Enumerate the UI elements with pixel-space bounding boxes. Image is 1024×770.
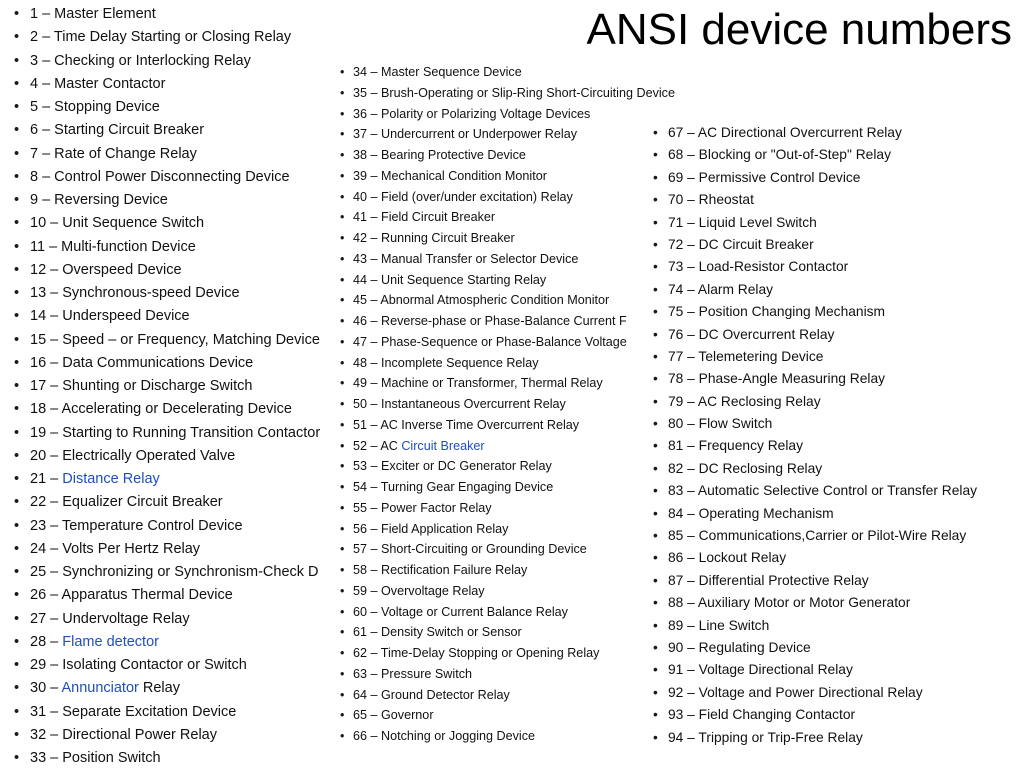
device-list-item bbox=[340, 622, 646, 643]
device-list-item-text: 16 – Data Communications Device bbox=[30, 354, 254, 371]
bullet-icon: • bbox=[14, 99, 20, 115]
device-list-column-3 bbox=[653, 122, 1018, 749]
device-list-item bbox=[14, 50, 334, 73]
device-list-item-text: 23 – Temperature Control Device bbox=[30, 517, 243, 534]
device-list-item-text: 54 – Turning Gear Engaging Device bbox=[353, 480, 554, 494]
device-list-item-text: 78 – Phase-Angle Measuring Relay bbox=[668, 371, 886, 387]
device-list-item bbox=[14, 491, 334, 514]
bullet-icon: • bbox=[340, 127, 345, 142]
device-list-item-text: 39 – Mechanical Condition Monitor bbox=[353, 168, 547, 183]
device-list-item-text: 62 – Time-Delay Stopping or Opening Relay bbox=[353, 646, 600, 660]
device-link[interactable]: Flame detector bbox=[62, 633, 159, 650]
device-list-item bbox=[14, 352, 334, 375]
device-list-item bbox=[340, 104, 646, 125]
device-list-item bbox=[14, 189, 334, 212]
device-list-item bbox=[653, 503, 1018, 525]
device-list-item-text: 88 – Auxiliary Motor or Motor Generator bbox=[668, 595, 911, 611]
bullet-icon: • bbox=[340, 438, 345, 453]
bullet-icon: • bbox=[14, 331, 20, 348]
device-number-prefix: 28 – bbox=[30, 633, 63, 650]
device-list-item-text: 69 – Permissive Control Device bbox=[668, 169, 861, 185]
device-list-item bbox=[653, 391, 1018, 413]
device-list-item-text: 84 – Operating Mechanism bbox=[668, 505, 834, 521]
bullet-icon: • bbox=[14, 261, 20, 278]
device-list-item bbox=[14, 119, 334, 142]
device-list-item-text: 90 – Regulating Device bbox=[668, 639, 811, 655]
device-list-item bbox=[340, 477, 646, 498]
device-list-item bbox=[653, 480, 1018, 502]
device-list-item bbox=[653, 704, 1018, 726]
device-list-item-text: 12 – Overspeed Device bbox=[30, 261, 182, 278]
device-list-item-text: 80 – Flow Switch bbox=[668, 416, 773, 432]
device-list-item bbox=[14, 282, 334, 305]
device-list-item bbox=[14, 73, 334, 96]
device-list-item bbox=[340, 353, 646, 374]
device-list-item-text: 56 – Field Application Relay bbox=[353, 521, 509, 536]
device-list-item bbox=[653, 346, 1018, 368]
device-list-item-text bbox=[353, 436, 485, 457]
device-list-item bbox=[14, 747, 334, 770]
device-list-item-text: 1 – Master Element bbox=[30, 6, 156, 22]
bullet-icon: • bbox=[14, 517, 20, 534]
bullet-icon: • bbox=[14, 215, 20, 232]
bullet-icon: • bbox=[340, 666, 345, 681]
device-list-item-text: 15 – Speed – or Frequency, Matching Device bbox=[30, 331, 320, 348]
bullet-icon: • bbox=[653, 505, 658, 521]
bullet-icon: • bbox=[14, 540, 20, 557]
device-list-item bbox=[340, 394, 646, 415]
device-list-item bbox=[14, 422, 334, 445]
device-list-item-text: 4 – Master Contactor bbox=[30, 75, 166, 92]
bullet-icon: • bbox=[340, 583, 345, 598]
device-list-item-text: 34 – Master Sequence Device bbox=[353, 65, 522, 79]
device-list-item-text: 92 – Voltage and Power Directional Relay bbox=[668, 684, 923, 700]
device-list-item bbox=[340, 685, 646, 706]
device-list-item-text: 27 – Undervoltage Relay bbox=[30, 610, 190, 627]
device-list-item-text: 14 – Underspeed Device bbox=[30, 308, 190, 325]
bullet-icon: • bbox=[14, 6, 20, 22]
device-list-item bbox=[653, 615, 1018, 637]
device-list-item bbox=[653, 301, 1018, 323]
bullet-icon: • bbox=[14, 285, 20, 301]
device-list-item-text: 71 – Liquid Level Switch bbox=[668, 214, 817, 230]
bullet-icon: • bbox=[14, 447, 20, 464]
bullet-icon: • bbox=[653, 393, 658, 409]
bullet-icon: • bbox=[340, 231, 345, 245]
device-list-item bbox=[653, 368, 1018, 390]
device-number-prefix: 52 – AC bbox=[353, 438, 402, 453]
device-list-item bbox=[340, 519, 646, 540]
bullet-icon: • bbox=[653, 147, 658, 163]
page-title: ANSI device numbers bbox=[586, 5, 1012, 54]
device-list-item bbox=[340, 311, 646, 332]
bullet-icon: • bbox=[340, 708, 345, 723]
device-list-column-2 bbox=[340, 62, 675, 747]
device-list-item bbox=[340, 270, 646, 291]
bullet-icon: • bbox=[653, 214, 658, 230]
bullet-icon: • bbox=[653, 572, 658, 588]
device-list-item-text: 13 – Synchronous-speed Device bbox=[30, 285, 240, 301]
device-list-item-text: 73 – Load-Resistor Contactor bbox=[668, 259, 849, 275]
device-list-item-text: 5 – Stopping Device bbox=[30, 99, 160, 115]
bullet-icon: • bbox=[653, 483, 658, 499]
bullet-icon: • bbox=[340, 687, 345, 702]
device-list-item-text: 6 – Starting Circuit Breaker bbox=[30, 122, 205, 139]
device-list-item bbox=[14, 515, 334, 538]
device-list-item-text: 42 – Running Circuit Breaker bbox=[353, 231, 515, 245]
bullet-icon: • bbox=[14, 610, 20, 627]
device-list-item-text: 93 – Field Changing Contactor bbox=[668, 707, 856, 723]
device-list-item bbox=[340, 373, 646, 394]
bullet-icon: • bbox=[653, 348, 658, 364]
bullet-icon: • bbox=[653, 595, 658, 611]
device-list-item-text: 51 – AC Inverse Time Overcurrent Relay bbox=[353, 417, 580, 432]
device-list-item-text: 32 – Directional Power Relay bbox=[30, 726, 217, 743]
device-list-item bbox=[340, 207, 646, 228]
bullet-icon: • bbox=[14, 633, 20, 650]
bullet-icon: • bbox=[14, 703, 20, 720]
bullet-icon: • bbox=[653, 416, 658, 432]
device-list-item bbox=[340, 498, 646, 519]
bullet-icon: • bbox=[340, 480, 345, 494]
device-list-column-1 bbox=[14, 3, 334, 770]
device-list-item-text: 43 – Manual Transfer or Selector Device bbox=[353, 251, 579, 266]
device-list-item-text: 25 – Synchronizing or Synchronism-Check D bbox=[30, 564, 319, 580]
device-list-item bbox=[340, 62, 646, 83]
device-list-item bbox=[340, 228, 646, 249]
device-list-item-text: 70 – Rheostat bbox=[668, 192, 754, 208]
bullet-icon: • bbox=[14, 192, 20, 208]
device-list-item bbox=[14, 398, 334, 421]
device-list-item bbox=[653, 659, 1018, 681]
device-list-item bbox=[14, 654, 334, 677]
device-list-item-text: 37 – Undercurrent or Underpower Relay bbox=[353, 127, 578, 142]
device-list-item-text: 68 – Blocking or "Out-of-Step" Relay bbox=[668, 147, 891, 163]
bullet-icon: • bbox=[653, 281, 658, 297]
device-list-item bbox=[653, 570, 1018, 592]
device-list-item-text: 33 – Position Switch bbox=[30, 750, 161, 766]
bullet-icon: • bbox=[340, 251, 345, 266]
device-list-item-text: 75 – Position Changing Mechanism bbox=[668, 304, 886, 320]
device-number-prefix: 30 – bbox=[30, 680, 62, 697]
bullet-icon: • bbox=[653, 326, 658, 342]
device-link[interactable]: Distance Relay bbox=[62, 471, 160, 487]
bullet-icon: • bbox=[340, 521, 345, 536]
device-list-item bbox=[340, 664, 646, 685]
bullet-icon: • bbox=[653, 304, 658, 320]
bullet-icon: • bbox=[653, 460, 658, 476]
bullet-icon: • bbox=[14, 471, 20, 487]
device-list-item bbox=[340, 539, 646, 560]
device-list-item bbox=[340, 124, 646, 145]
device-name-suffix: Relay bbox=[138, 680, 180, 697]
bullet-icon: • bbox=[14, 680, 20, 697]
device-list-item-text bbox=[30, 677, 180, 700]
device-list-item-text: 35 – Brush-Operating or Slip-Ring Short-Circuiting Device bbox=[353, 85, 675, 100]
bullet-icon: • bbox=[14, 122, 20, 139]
device-list-item bbox=[653, 256, 1018, 278]
bullet-icon: • bbox=[14, 726, 20, 743]
bullet-icon: • bbox=[653, 125, 658, 140]
device-list-item-text: 11 – Multi-function Device bbox=[30, 238, 196, 255]
device-list-item-text: 86 – Lockout Relay bbox=[668, 550, 787, 566]
device-list-item-text: 29 – Isolating Contactor or Switch bbox=[30, 657, 247, 673]
bullet-icon: • bbox=[14, 168, 20, 185]
bullet-icon: • bbox=[14, 354, 20, 371]
device-list-item-text: 81 – Frequency Relay bbox=[668, 438, 803, 454]
bullet-icon: • bbox=[14, 564, 20, 580]
device-list-item-text: 41 – Field Circuit Breaker bbox=[353, 210, 496, 225]
device-list-item-text: 50 – Instantaneous Overcurrent Relay bbox=[353, 397, 566, 411]
bullet-icon: • bbox=[340, 65, 345, 79]
device-list-item-text: 85 – Communications,Carrier or Pilot-Wire Relay bbox=[668, 528, 967, 544]
device-list-item-text: 60 – Voltage or Current Balance Relay bbox=[353, 604, 568, 619]
device-list-item-text: 65 – Governor bbox=[353, 708, 434, 723]
device-list-item bbox=[14, 584, 334, 607]
device-list-item bbox=[653, 144, 1018, 166]
device-list-item bbox=[14, 3, 334, 26]
device-list-item bbox=[14, 26, 334, 49]
bullet-icon: • bbox=[340, 397, 345, 411]
device-list-item-text: 64 – Ground Detector Relay bbox=[353, 687, 510, 702]
bullet-icon: • bbox=[340, 625, 345, 640]
device-list-item-text: 44 – Unit Sequence Starting Relay bbox=[353, 272, 547, 287]
device-list-item bbox=[14, 212, 334, 235]
device-list-item-text: 22 – Equalizer Circuit Breaker bbox=[30, 494, 223, 511]
device-list-item-text: 53 – Exciter or DC Generator Relay bbox=[353, 459, 552, 474]
device-list-item bbox=[14, 468, 334, 491]
device-list-item bbox=[14, 724, 334, 747]
device-list-item-text: 79 – AC Reclosing Relay bbox=[668, 393, 821, 409]
device-list-item bbox=[14, 329, 334, 352]
device-list-item-text bbox=[30, 468, 160, 491]
device-list-item bbox=[14, 538, 334, 561]
bullet-icon: • bbox=[340, 85, 345, 100]
device-list-item bbox=[14, 166, 334, 189]
bullet-icon: • bbox=[340, 376, 345, 391]
device-list-item-text: 83 – Automatic Selective Control or Transfer Relay bbox=[668, 483, 978, 499]
device-list-item-text: 19 – Starting to Running Transition Contactor bbox=[30, 424, 321, 441]
device-list-item bbox=[340, 145, 646, 166]
device-list-item-text: 7 – Rate of Change Relay bbox=[30, 145, 197, 162]
device-list-item bbox=[653, 413, 1018, 435]
bullet-icon: • bbox=[653, 550, 658, 566]
device-list-item bbox=[340, 726, 646, 747]
bullet-icon: • bbox=[14, 750, 20, 766]
device-list-item-text: 66 – Notching or Jogging Device bbox=[353, 729, 536, 743]
device-list-item bbox=[653, 189, 1018, 211]
device-list-item bbox=[340, 332, 646, 353]
bullet-icon: • bbox=[340, 500, 345, 515]
device-list-item-text: 17 – Shunting or Discharge Switch bbox=[30, 378, 253, 394]
bullet-icon: • bbox=[14, 587, 20, 604]
device-list-item bbox=[653, 637, 1018, 659]
device-number-prefix: 21 – bbox=[30, 471, 63, 487]
bullet-icon: • bbox=[14, 424, 20, 441]
bullet-icon: • bbox=[653, 259, 658, 275]
device-list-item-text: 82 – DC Reclosing Relay bbox=[668, 460, 823, 476]
device-list-item bbox=[14, 445, 334, 468]
device-list-item bbox=[14, 631, 334, 654]
bullet-icon: • bbox=[340, 314, 345, 328]
device-list-item-text: 89 – Line Switch bbox=[668, 617, 770, 633]
device-list-item-text: 2 – Time Delay Starting or Closing Relay bbox=[30, 29, 292, 46]
bullet-icon: • bbox=[14, 401, 20, 418]
bullet-icon: • bbox=[340, 355, 345, 370]
device-list-item bbox=[14, 375, 334, 398]
bullet-icon: • bbox=[653, 438, 658, 454]
device-list-item bbox=[653, 727, 1018, 749]
device-list-item-text: 8 – Control Power Disconnecting Device bbox=[30, 168, 290, 185]
bullet-icon: • bbox=[653, 707, 658, 723]
device-list-item bbox=[653, 592, 1018, 614]
device-list-item bbox=[653, 234, 1018, 256]
device-list-item bbox=[653, 458, 1018, 480]
device-list-item-text: 72 – DC Circuit Breaker bbox=[668, 236, 814, 252]
device-list-item bbox=[340, 290, 646, 311]
bullet-icon: • bbox=[340, 646, 345, 660]
device-link[interactable]: Annunciator bbox=[61, 680, 139, 697]
bullet-icon: • bbox=[340, 604, 345, 619]
device-list-item-text: 31 – Separate Excitation Device bbox=[30, 703, 237, 720]
bullet-icon: • bbox=[14, 145, 20, 162]
device-list-item bbox=[340, 166, 646, 187]
device-list-item-text: 57 – Short-Circuiting or Grounding Device bbox=[353, 542, 587, 557]
bullet-icon: • bbox=[653, 617, 658, 633]
device-list-item-text: 46 – Reverse-phase or Phase-Balance Current F bbox=[353, 314, 627, 328]
device-list-item-text: 59 – Overvoltage Relay bbox=[353, 583, 485, 598]
bullet-icon: • bbox=[340, 334, 345, 349]
device-list-item-text: 45 – Abnormal Atmospheric Condition Monitor bbox=[353, 293, 610, 308]
device-list-item bbox=[340, 560, 646, 581]
bullet-icon: • bbox=[340, 542, 345, 557]
device-list-item-text: 24 – Volts Per Hertz Relay bbox=[30, 540, 201, 557]
bullet-icon: • bbox=[340, 168, 345, 183]
bullet-icon: • bbox=[14, 52, 20, 69]
device-list-item-text: 77 – Telemetering Device bbox=[668, 348, 824, 364]
device-list-item bbox=[653, 324, 1018, 346]
bullet-icon: • bbox=[14, 308, 20, 325]
device-list-item-text: 94 – Tripping or Trip-Free Relay bbox=[668, 729, 863, 745]
device-list-item-text: 76 – DC Overcurrent Relay bbox=[668, 326, 835, 342]
bullet-icon: • bbox=[340, 148, 345, 162]
bullet-icon: • bbox=[653, 169, 658, 185]
device-list-item bbox=[14, 701, 334, 724]
bullet-icon: • bbox=[14, 494, 20, 511]
device-list-item bbox=[653, 212, 1018, 234]
device-link[interactable]: Circuit Breaker bbox=[401, 438, 485, 453]
bullet-icon: • bbox=[653, 528, 658, 544]
bullet-icon: • bbox=[14, 238, 20, 255]
device-list-item-text: 67 – AC Directional Overcurrent Relay bbox=[668, 125, 902, 140]
bullet-icon: • bbox=[14, 29, 20, 46]
device-list-item-text: 3 – Checking or Interlocking Relay bbox=[30, 52, 251, 69]
device-list-item-text: 18 – Accelerating or Decelerating Device bbox=[30, 401, 292, 418]
device-list-item bbox=[340, 643, 646, 664]
device-list-item bbox=[340, 705, 646, 726]
device-list-item-text: 47 – Phase-Sequence or Phase-Balance Voltage bbox=[353, 334, 627, 349]
bullet-icon: • bbox=[14, 75, 20, 92]
device-list-item-text: 61 – Density Switch or Sensor bbox=[353, 625, 522, 640]
device-list-item-text: 36 – Polarity or Polarizing Voltage Devices bbox=[353, 106, 591, 121]
device-list-item bbox=[14, 236, 334, 259]
device-list-item bbox=[14, 561, 334, 584]
device-list-item bbox=[340, 456, 646, 477]
device-list-item bbox=[340, 187, 646, 208]
device-list-item bbox=[14, 608, 334, 631]
device-list-item-text: 63 – Pressure Switch bbox=[353, 666, 472, 681]
device-list-item bbox=[653, 547, 1018, 569]
bullet-icon: • bbox=[340, 210, 345, 225]
device-list-item-text: 55 – Power Factor Relay bbox=[353, 500, 492, 515]
device-list-item bbox=[653, 525, 1018, 547]
device-list-item-text: 74 – Alarm Relay bbox=[668, 281, 774, 297]
device-list-item-text: 26 – Apparatus Thermal Device bbox=[30, 587, 233, 604]
device-list-item bbox=[340, 602, 646, 623]
device-list-item-text: 9 – Reversing Device bbox=[30, 192, 168, 208]
bullet-icon: • bbox=[340, 272, 345, 287]
bullet-icon: • bbox=[340, 189, 345, 204]
bullet-icon: • bbox=[653, 639, 658, 655]
bullet-icon: • bbox=[340, 729, 345, 743]
device-list-item bbox=[14, 143, 334, 166]
bullet-icon: • bbox=[340, 293, 345, 308]
device-list-item-text: 38 – Bearing Protective Device bbox=[353, 148, 526, 162]
device-list-item bbox=[653, 435, 1018, 457]
bullet-icon: • bbox=[14, 378, 20, 394]
device-list-item-text bbox=[30, 631, 159, 654]
device-list-item-text: 48 – Incomplete Sequence Relay bbox=[353, 355, 539, 370]
device-list-item-text: 49 – Machine or Transformer, Thermal Relay bbox=[353, 376, 603, 391]
device-list-item bbox=[340, 249, 646, 270]
bullet-icon: • bbox=[653, 729, 658, 745]
bullet-icon: • bbox=[340, 563, 345, 577]
bullet-icon: • bbox=[14, 657, 20, 673]
device-list-item bbox=[653, 682, 1018, 704]
device-list-item bbox=[14, 259, 334, 282]
bullet-icon: • bbox=[653, 662, 658, 678]
device-list-item bbox=[653, 167, 1018, 189]
bullet-icon: • bbox=[653, 684, 658, 700]
bullet-icon: • bbox=[340, 417, 345, 432]
bullet-icon: • bbox=[653, 236, 658, 252]
device-list-item-text: 87 – Differential Protective Relay bbox=[668, 572, 869, 588]
device-list-item-text: 10 – Unit Sequence Switch bbox=[30, 215, 205, 232]
device-list-item bbox=[340, 415, 646, 436]
bullet-icon: • bbox=[653, 371, 658, 387]
device-list-item bbox=[14, 96, 334, 119]
device-list-item bbox=[653, 279, 1018, 301]
device-list-item bbox=[340, 581, 646, 602]
device-list-item bbox=[653, 122, 1018, 144]
bullet-icon: • bbox=[653, 192, 658, 208]
device-list-item bbox=[14, 305, 334, 328]
device-list-item-text: 20 – Electrically Operated Valve bbox=[30, 447, 236, 464]
device-list-item-text: 91 – Voltage Directional Relay bbox=[668, 662, 853, 678]
device-list-item-text: 58 – Rectification Failure Relay bbox=[353, 563, 528, 577]
bullet-icon: • bbox=[340, 459, 345, 474]
device-list-item bbox=[340, 436, 646, 457]
device-list-item bbox=[14, 677, 334, 700]
bullet-icon: • bbox=[340, 106, 345, 121]
device-list-item bbox=[340, 83, 733, 104]
device-list-item-text: 40 – Field (over/under excitation) Relay bbox=[353, 189, 573, 204]
